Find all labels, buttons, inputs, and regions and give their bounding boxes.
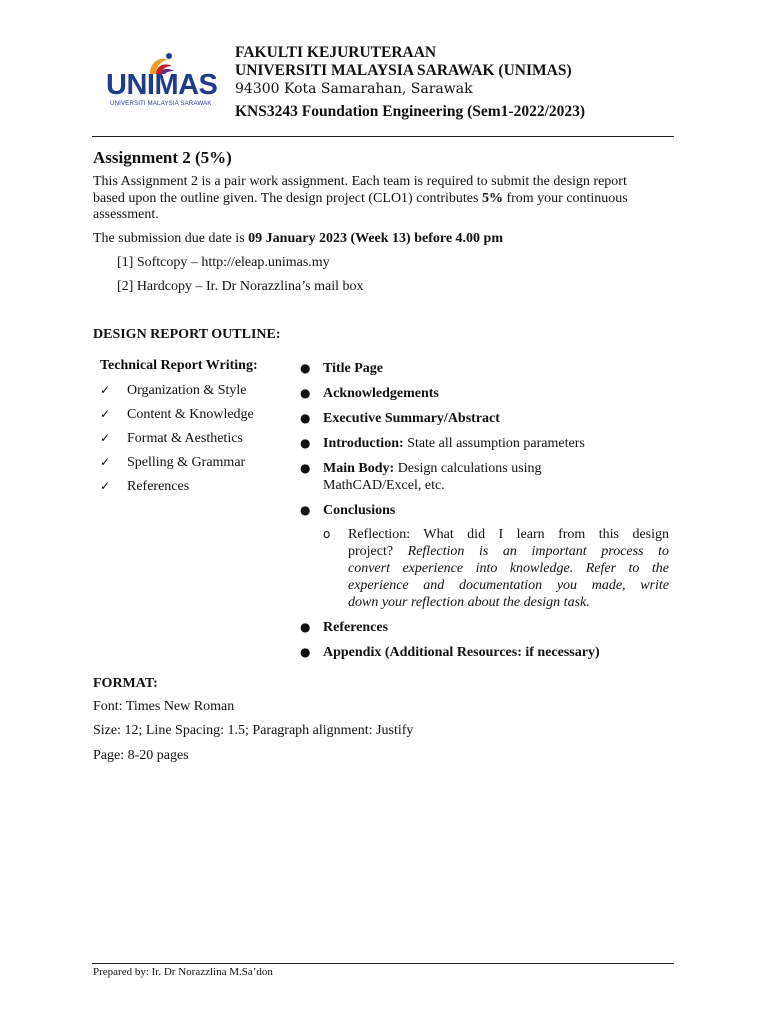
outline-item-label: Executive Summary/Abstract bbox=[323, 411, 500, 426]
checkmark-icon: ✓ bbox=[100, 407, 111, 421]
format-font: Font: Times New Roman bbox=[93, 699, 235, 714]
prepared-by: Prepared by: Ir. Dr Norazzlina M.Sa’don bbox=[93, 966, 273, 978]
submission-hardcopy: [2] Hardcopy – Ir. Dr Norazzlina’s mail box bbox=[117, 279, 364, 294]
due-date-prefix: The submission due date is bbox=[93, 231, 249, 246]
checkmark-icon: ✓ bbox=[100, 479, 111, 493]
outline-item-label: Title Page bbox=[323, 361, 384, 376]
bullet-icon: ● bbox=[300, 620, 311, 634]
due-date-line bbox=[93, 231, 675, 248]
main-body-text: Design calculations using bbox=[394, 461, 542, 476]
faculty-name: FAKULTI KEJURUTERAAN bbox=[235, 44, 437, 61]
outline-item-label: Appendix (Additional Resources: if necessary) bbox=[323, 645, 600, 660]
bullet-icon: ● bbox=[300, 361, 311, 375]
course-title: KNS3243 Foundation Engineering (Sem1-2022/2023) bbox=[235, 103, 586, 120]
submission-softcopy: [1] Softcopy – http://eleap.unimas.my bbox=[117, 255, 330, 270]
format-heading: FORMAT: bbox=[93, 676, 158, 691]
document-header bbox=[235, 44, 585, 121]
format-size: Size: 12; Line Spacing: 1.5; Paragraph alignment: Justify bbox=[93, 723, 414, 738]
reflection-line-2 bbox=[348, 543, 669, 560]
check-item bbox=[100, 431, 243, 447]
technical-heading: Technical Report Writing: bbox=[100, 358, 258, 373]
check-item-label: Content & Knowledge bbox=[127, 407, 254, 422]
university-name: UNIVERSITI MALAYSIA SARAWAK (UNIMAS) bbox=[235, 62, 572, 79]
circle-bullet-icon: o bbox=[323, 527, 331, 541]
intro-line-2-tail: from your continuous bbox=[502, 190, 628, 206]
intro-line-2 bbox=[93, 191, 675, 208]
logo-wordmark: UNIMAS bbox=[106, 69, 218, 101]
main-body-text-2: MathCAD/Excel, etc. bbox=[323, 478, 445, 493]
intro-line-2-text: based upon the outline given. The design project (CLO1) contributes bbox=[93, 190, 482, 206]
reflection-line-4-text: experience and documentation you made, write bbox=[348, 578, 669, 593]
reflection-line-4 bbox=[348, 577, 669, 594]
check-item bbox=[100, 455, 245, 471]
checkmark-icon: ✓ bbox=[100, 431, 111, 445]
bullet-icon: ● bbox=[300, 436, 311, 450]
check-item bbox=[100, 383, 247, 399]
outline-item-label: References bbox=[323, 620, 389, 635]
bullet-icon: ● bbox=[300, 461, 311, 475]
reflection-line-3 bbox=[348, 560, 669, 577]
outline-item-label: Acknowledgements bbox=[323, 386, 439, 401]
logo-subtext: UNIVERSITI MALAYSIA SARAWAK bbox=[110, 100, 212, 107]
intro-line-3: assessment. bbox=[93, 207, 159, 222]
check-item-label: References bbox=[127, 479, 190, 494]
header-divider bbox=[92, 136, 674, 137]
main-body-label: Main Body: bbox=[323, 461, 395, 476]
format-pages: Page: 8-20 pages bbox=[93, 748, 189, 763]
introduction-text: State all assumption parameters bbox=[403, 436, 585, 451]
address: 94300 Kota Samarahan, Sarawak bbox=[235, 81, 473, 97]
check-item bbox=[100, 479, 189, 495]
contribution-percent: 5% bbox=[481, 190, 503, 206]
unimas-logo bbox=[106, 52, 224, 112]
reflection-line-2-italic: Reflection is an important process to bbox=[407, 544, 669, 559]
check-item-label: Format & Aesthetics bbox=[127, 431, 243, 446]
outline-item-label: Conclusions bbox=[323, 503, 396, 518]
checkmark-icon: ✓ bbox=[100, 455, 111, 469]
check-item bbox=[100, 407, 254, 423]
check-item-label: Organization & Style bbox=[127, 383, 247, 398]
outline-heading: DESIGN REPORT OUTLINE: bbox=[93, 327, 281, 342]
checkmark-icon: ✓ bbox=[100, 383, 111, 397]
due-date: 09 January 2023 (Week 13) before 4.00 pm bbox=[248, 231, 503, 246]
bullet-icon: ● bbox=[300, 411, 311, 425]
reflection-line-2-plain: project? bbox=[348, 544, 408, 559]
assignment-title: Assignment 2 (5%) bbox=[93, 148, 232, 167]
reflection-line-1: Reflection: What did I learn from this design bbox=[348, 527, 669, 542]
introduction-label: Introduction: bbox=[323, 436, 404, 451]
footer-divider bbox=[92, 963, 674, 964]
check-item-label: Spelling & Grammar bbox=[127, 455, 246, 470]
bullet-icon: ● bbox=[300, 645, 311, 659]
reflection-line-5 bbox=[348, 594, 669, 611]
bullet-icon: ● bbox=[300, 503, 311, 517]
reflection-line-5-text: down your reflection about the design task. bbox=[348, 595, 590, 610]
intro-line-1: This Assignment 2 is a pair work assignment. Each team is required to submit the design report bbox=[93, 174, 627, 189]
reflection-line-3-text: convert experience into knowledge. Refer to the bbox=[348, 561, 669, 576]
bullet-icon: ● bbox=[300, 386, 311, 400]
intro-paragraph bbox=[93, 174, 675, 224]
